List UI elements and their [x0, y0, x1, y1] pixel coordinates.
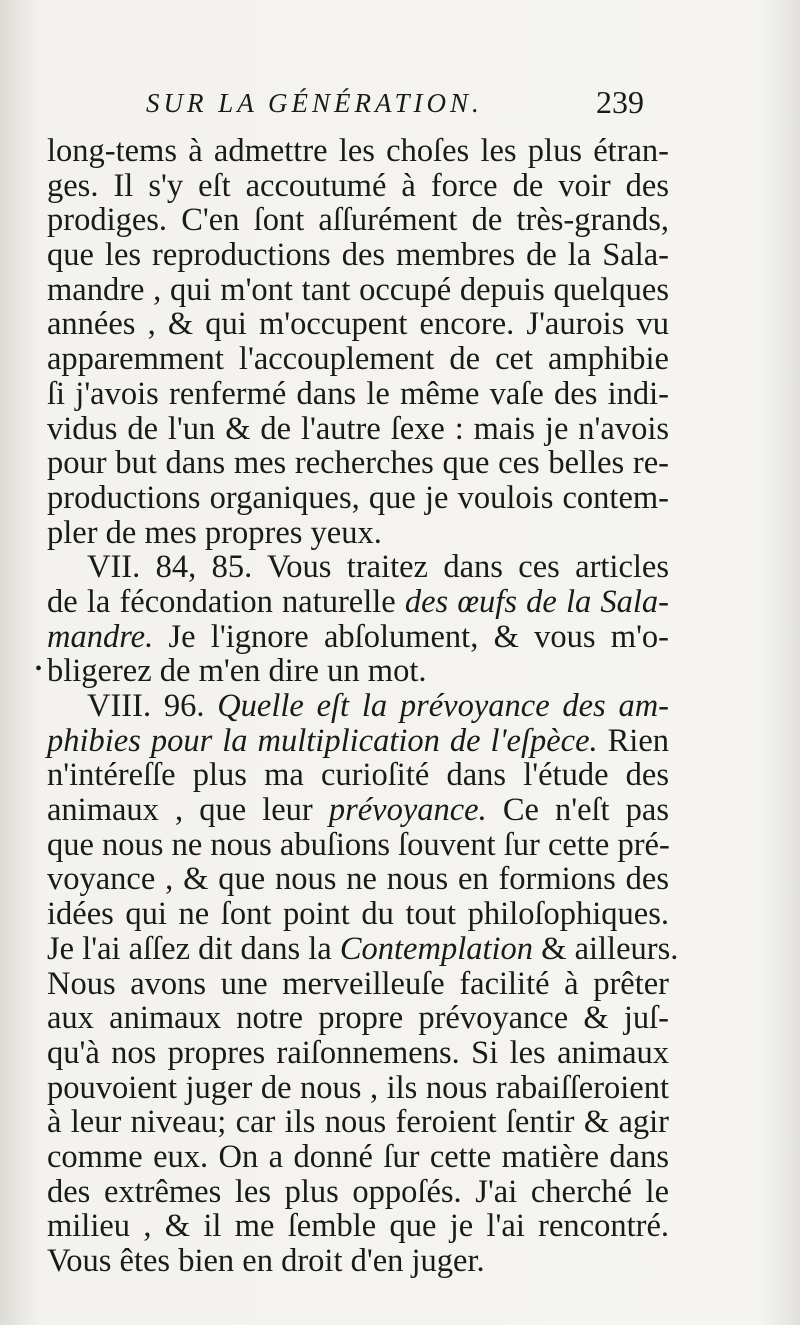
paragraph-viii-line: idées qui ne ſont point du tout philoſophiques. [47, 896, 669, 933]
paragraph-viii-line: qu'à nos propres raiſonnemens. Si les animaux [47, 1034, 669, 1071]
text-line: long-tems à admettre les choſes les plus étran- [47, 133, 669, 169]
page-header [0, 84, 800, 128]
italic-run: des œufs de la Sala- [404, 583, 669, 620]
text-run: Je l'ai aſſez dit dans la [47, 930, 340, 967]
paragraph-viii-line: aux animaux notre propre prévoyance & juſ- [47, 1000, 669, 1037]
text-run: de la fécondation naturelle [47, 583, 405, 620]
paragraph-viii-line [47, 930, 679, 967]
text-line: productions organiques, que je voulois contem- [47, 479, 669, 516]
paragraph-viii-line: que nous ne nous abuſions ſouvent ſur cette pré- [47, 826, 670, 863]
text-line: pler de mes propres yeux. [47, 514, 382, 551]
text-line: ſi j'avois renfermé dans le même vaſe des indi- [47, 375, 669, 412]
paragraph-viii-line [47, 689, 669, 724]
text-run: VIII. 96. [87, 688, 218, 724]
page-body [47, 133, 679, 1279]
running-head: SUR LA GÉNÉRATION. [146, 88, 483, 118]
italic-run: prévoyance. [328, 792, 487, 829]
paragraph-viii-line [47, 724, 669, 759]
italic-run: mandre. [47, 618, 154, 655]
paragraph-viii-line: des extrêmes les plus oppoſés. J'ai cherché le [47, 1173, 669, 1210]
italic-run: Contemplation [339, 930, 534, 967]
text-line: apparemment l'accouplement de cet amphibie [47, 341, 669, 378]
paragraph-viii-line: comme eux. On a donné ſur cette matière dans [47, 1138, 669, 1175]
paragraph-viii-line: voyance , & que nous ne nous en formions des [47, 861, 669, 898]
text-run: animaux , que leur [47, 792, 329, 829]
text-line: mandre , qui m'ont tant occupé depuis quelques [47, 271, 669, 308]
text-line: ges. Il s'y eſt accoutumé à force de voir des [47, 167, 669, 204]
paragraph-vii-line: • bligerez de m'en dire un mot. [47, 654, 669, 689]
text-line: vidus de l'un & de l'autre ſexe : mais je n'avois [47, 410, 669, 447]
page-number: 239 [596, 84, 644, 120]
italic-run: Quelle eſt la prévoyance des am- [217, 688, 669, 724]
text-line: pour but dans mes recherches que ces belles re- [47, 445, 669, 482]
text-line: prodiges. C'en ſont aſſurément de très-grands, [47, 202, 669, 239]
italic-run: phibies pour la multiplication de l'eſpèce. [47, 722, 598, 759]
paragraph-viii-line [47, 793, 669, 828]
text-line: que les reproductions des membres de la Sala- [47, 237, 669, 274]
paragraph-viii-line: n'intéreſſe plus ma curioſité dans l'étude des [47, 757, 669, 794]
paragraph-viii-line: à leur niveau; car ils nous feroient ſentir & agir [47, 1104, 669, 1141]
paragraph-vii-line: VII. 84, 85. Vous traitez dans ces articles [87, 549, 669, 586]
paragraph-viii-line: Vous êtes bien en droit d'en juger. [47, 1243, 485, 1279]
text-run: Ce n'eſt pas [486, 792, 669, 829]
paragraph-vii-line [47, 585, 669, 620]
paragraph-viii-line: Nous avons une merveilleuſe facilité à prêter [47, 965, 669, 1002]
text-run: & ailleurs. [533, 930, 679, 967]
paragraph-viii-line: pouvoient juger de nous , ils nous rabaiſſeroient [47, 1069, 669, 1106]
paragraph-vii-line [47, 620, 669, 655]
paragraph-viii-line: milieu , & il me ſemble que je l'ai rencontré. [47, 1208, 669, 1245]
text-run: Rien [597, 722, 669, 759]
text-run: Je l'ignore abſolument, & vous m'o- [153, 618, 669, 655]
text-line: années , & qui m'occupent encore. J'aurois vu [47, 306, 669, 343]
